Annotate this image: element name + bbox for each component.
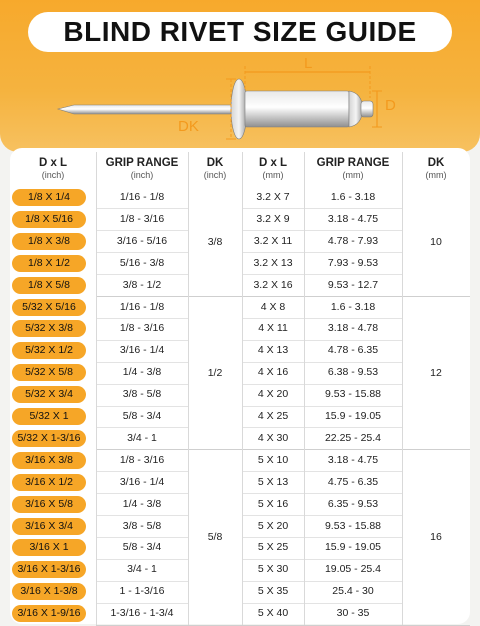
column-header-unit: (inch) — [203, 170, 227, 180]
table-row — [0, 494, 480, 515]
size-mm: 3.2 X 13 — [253, 256, 293, 269]
head-diameter-inch: 1/2 — [207, 367, 223, 380]
head-diameter-inch: 5/8 — [207, 531, 223, 544]
size-mm: 4 X 20 — [257, 388, 289, 401]
size-inch-pill: 3/16 X 5/8 — [12, 496, 86, 513]
size-mm: 5 X 20 — [257, 519, 289, 532]
grip-range-mm: 4.78 - 6.35 — [327, 344, 379, 357]
size-mm: 5 X 40 — [257, 607, 289, 620]
grip-range-inch: 1/8 - 3/16 — [119, 322, 165, 335]
grip-range-inch: 1/8 - 3/16 — [119, 212, 165, 225]
column-header — [10, 152, 96, 188]
grip-range-mm: 4.75 - 6.35 — [327, 475, 379, 488]
table-row — [0, 581, 480, 602]
diameter-label: D — [385, 97, 396, 114]
size-mm: 5 X 10 — [257, 453, 289, 466]
table-row — [0, 253, 480, 274]
grip-range-inch: 3/16 - 1/4 — [119, 475, 165, 488]
grip-range-mm: 1.6 - 3.18 — [330, 300, 376, 313]
grip-range-inch: 1/4 - 3/8 — [122, 366, 162, 379]
table-row — [0, 384, 480, 405]
grip-range-mm: 4.78 - 7.93 — [327, 234, 379, 247]
grip-range-mm: 3.18 - 4.75 — [327, 453, 379, 466]
size-inch-pill: 3/16 X 1-3/16 — [12, 561, 86, 578]
grip-range-mm: 1.6 - 3.18 — [330, 191, 376, 203]
grip-range-mm: 7.93 - 9.53 — [327, 256, 379, 269]
head-diameter-mm: 10 — [430, 235, 442, 248]
column-header-unit: (mm) — [262, 170, 284, 180]
column-header — [402, 152, 470, 188]
column-header-title: D x L — [38, 157, 68, 169]
grip-range-inch: 1/16 - 1/8 — [119, 300, 165, 313]
grip-range-mm: 22.25 - 25.4 — [324, 431, 382, 444]
grip-range-mm: 30 - 35 — [336, 607, 370, 620]
head-diameter-label: DK — [178, 118, 199, 135]
size-inch-pill: 5/32 X 1-3/16 — [12, 430, 86, 447]
column-header-title: DK — [427, 157, 445, 169]
table-row — [0, 275, 480, 296]
column-header-unit: (inch) — [41, 170, 65, 180]
column-divider — [188, 152, 189, 625]
rivet-diagram — [0, 50, 480, 150]
column-header-title: GRIP RANGE — [316, 157, 390, 169]
page-title: BLIND RIVET SIZE GUIDE — [63, 16, 417, 47]
size-mm: 4 X 8 — [260, 300, 286, 313]
table-row — [0, 187, 480, 208]
size-inch-pill: 3/16 X 1-9/16 — [12, 605, 86, 622]
grip-range-inch: 1/4 - 3/8 — [122, 497, 162, 510]
table-row — [0, 406, 480, 427]
column-header-title: DK — [206, 157, 224, 169]
title-pill — [28, 12, 452, 52]
grip-range-mm: 19.05 - 25.4 — [324, 563, 382, 576]
table-row — [0, 428, 480, 449]
grip-range-mm: 3.18 - 4.78 — [327, 322, 379, 335]
column-divider — [96, 152, 97, 625]
column-header-unit: (mm) — [342, 170, 364, 180]
size-mm: 3.2 X 9 — [256, 212, 290, 225]
table-row — [0, 318, 480, 339]
size-inch-pill: 5/32 X 1 — [12, 408, 86, 425]
size-mm: 5 X 30 — [257, 563, 289, 576]
size-mm: 4 X 13 — [257, 344, 289, 357]
grip-range-mm: 25.4 - 30 — [332, 585, 374, 598]
size-mm: 3.2 X 16 — [253, 278, 293, 291]
grip-range-inch: 5/8 - 3/4 — [122, 541, 162, 554]
size-mm: 4 X 25 — [257, 410, 289, 422]
table-row — [0, 297, 480, 318]
grip-range-inch: 3/8 - 1/2 — [122, 278, 162, 291]
table-row — [0, 209, 480, 230]
column-header-title: D x L — [258, 157, 288, 169]
grip-range-inch: 3/8 - 5/8 — [122, 519, 162, 532]
size-inch-pill: 1/8 X 1/4 — [12, 189, 86, 206]
size-inch-pill: 1/8 X 1/2 — [12, 255, 86, 272]
size-mm: 3.2 X 11 — [253, 234, 293, 247]
size-inch-pill: 3/16 X 1 — [12, 539, 86, 556]
grip-range-inch: 3/4 - 1 — [127, 431, 157, 444]
size-inch-pill: 5/32 X 5/16 — [12, 299, 86, 316]
grip-range-inch: 1-3/16 - 1-3/4 — [110, 607, 174, 620]
size-inch-pill: 5/32 X 5/8 — [12, 364, 86, 381]
grip-range-mm: 15.9 - 19.05 — [324, 410, 382, 422]
column-header — [96, 152, 188, 188]
column-header — [304, 152, 402, 188]
size-mm: 5 X 35 — [257, 585, 289, 598]
grip-range-mm: 9.53 - 15.88 — [324, 519, 382, 532]
size-inch-pill: 1/8 X 5/8 — [12, 277, 86, 294]
table-row — [0, 450, 480, 471]
column-header-unit: (inch) — [130, 170, 154, 180]
size-mm: 5 X 25 — [257, 541, 289, 554]
size-inch-pill: 3/16 X 1/2 — [12, 474, 86, 491]
size-inch-pill: 5/32 X 1/2 — [12, 342, 86, 359]
table-row — [0, 472, 480, 493]
size-mm: 4 X 16 — [257, 366, 289, 379]
table-row — [0, 603, 480, 624]
grip-range-inch: 5/8 - 3/4 — [122, 410, 162, 422]
column-header — [188, 152, 242, 188]
column-divider — [242, 152, 243, 625]
head-diameter-mm: 12 — [430, 367, 442, 380]
header-banner — [0, 0, 480, 152]
column-header — [242, 152, 304, 188]
grip-range-mm: 6.38 - 9.53 — [327, 366, 379, 379]
grip-range-inch: 1/8 - 3/16 — [119, 453, 165, 466]
size-inch-pill: 5/32 X 3/8 — [12, 320, 86, 337]
size-inch-pill: 5/32 X 3/4 — [12, 386, 86, 403]
length-label: L — [304, 55, 313, 72]
grip-range-mm: 6.35 - 9.53 — [327, 497, 379, 510]
grip-range-inch: 3/16 - 5/16 — [116, 234, 168, 247]
size-inch-pill: 3/16 X 3/8 — [12, 452, 86, 469]
grip-range-mm: 3.18 - 4.75 — [327, 212, 379, 225]
table-row — [0, 559, 480, 580]
size-inch-pill: 1/8 X 3/8 — [12, 233, 86, 250]
size-mm: 3.2 X 7 — [256, 191, 290, 203]
grip-range-mm: 9.53 - 15.88 — [324, 388, 382, 401]
grip-range-inch: 1/16 - 1/8 — [119, 191, 165, 203]
size-mm: 5 X 16 — [257, 497, 289, 510]
size-inch-pill: 3/16 X 3/4 — [12, 518, 86, 535]
grip-range-inch: 5/16 - 3/8 — [119, 256, 165, 269]
column-divider — [402, 152, 403, 625]
grip-range-mm: 9.53 - 12.7 — [327, 278, 379, 291]
size-mm: 4 X 11 — [258, 322, 288, 335]
head-diameter-inch: 3/8 — [207, 235, 223, 248]
size-inch-pill: 1/8 X 5/16 — [12, 211, 86, 228]
size-inch-pill: 3/16 X 1-3/8 — [12, 583, 86, 600]
group-divider — [96, 625, 470, 626]
column-divider — [304, 152, 305, 625]
column-header-unit: (mm) — [425, 170, 447, 180]
grip-range-inch: 3/16 - 1/4 — [119, 344, 165, 357]
size-mm: 4 X 30 — [257, 431, 289, 444]
grip-range-inch: 3/4 - 1 — [127, 563, 157, 576]
grip-range-inch: 3/8 - 5/8 — [122, 388, 162, 401]
head-diameter-mm: 16 — [430, 531, 442, 544]
grip-range-inch: 1 - 1-3/16 — [119, 585, 165, 598]
size-mm: 5 X 13 — [257, 475, 289, 488]
column-header-title: GRIP RANGE — [105, 157, 179, 169]
table-row — [0, 340, 480, 361]
grip-range-mm: 15.9 - 19.05 — [324, 541, 382, 554]
